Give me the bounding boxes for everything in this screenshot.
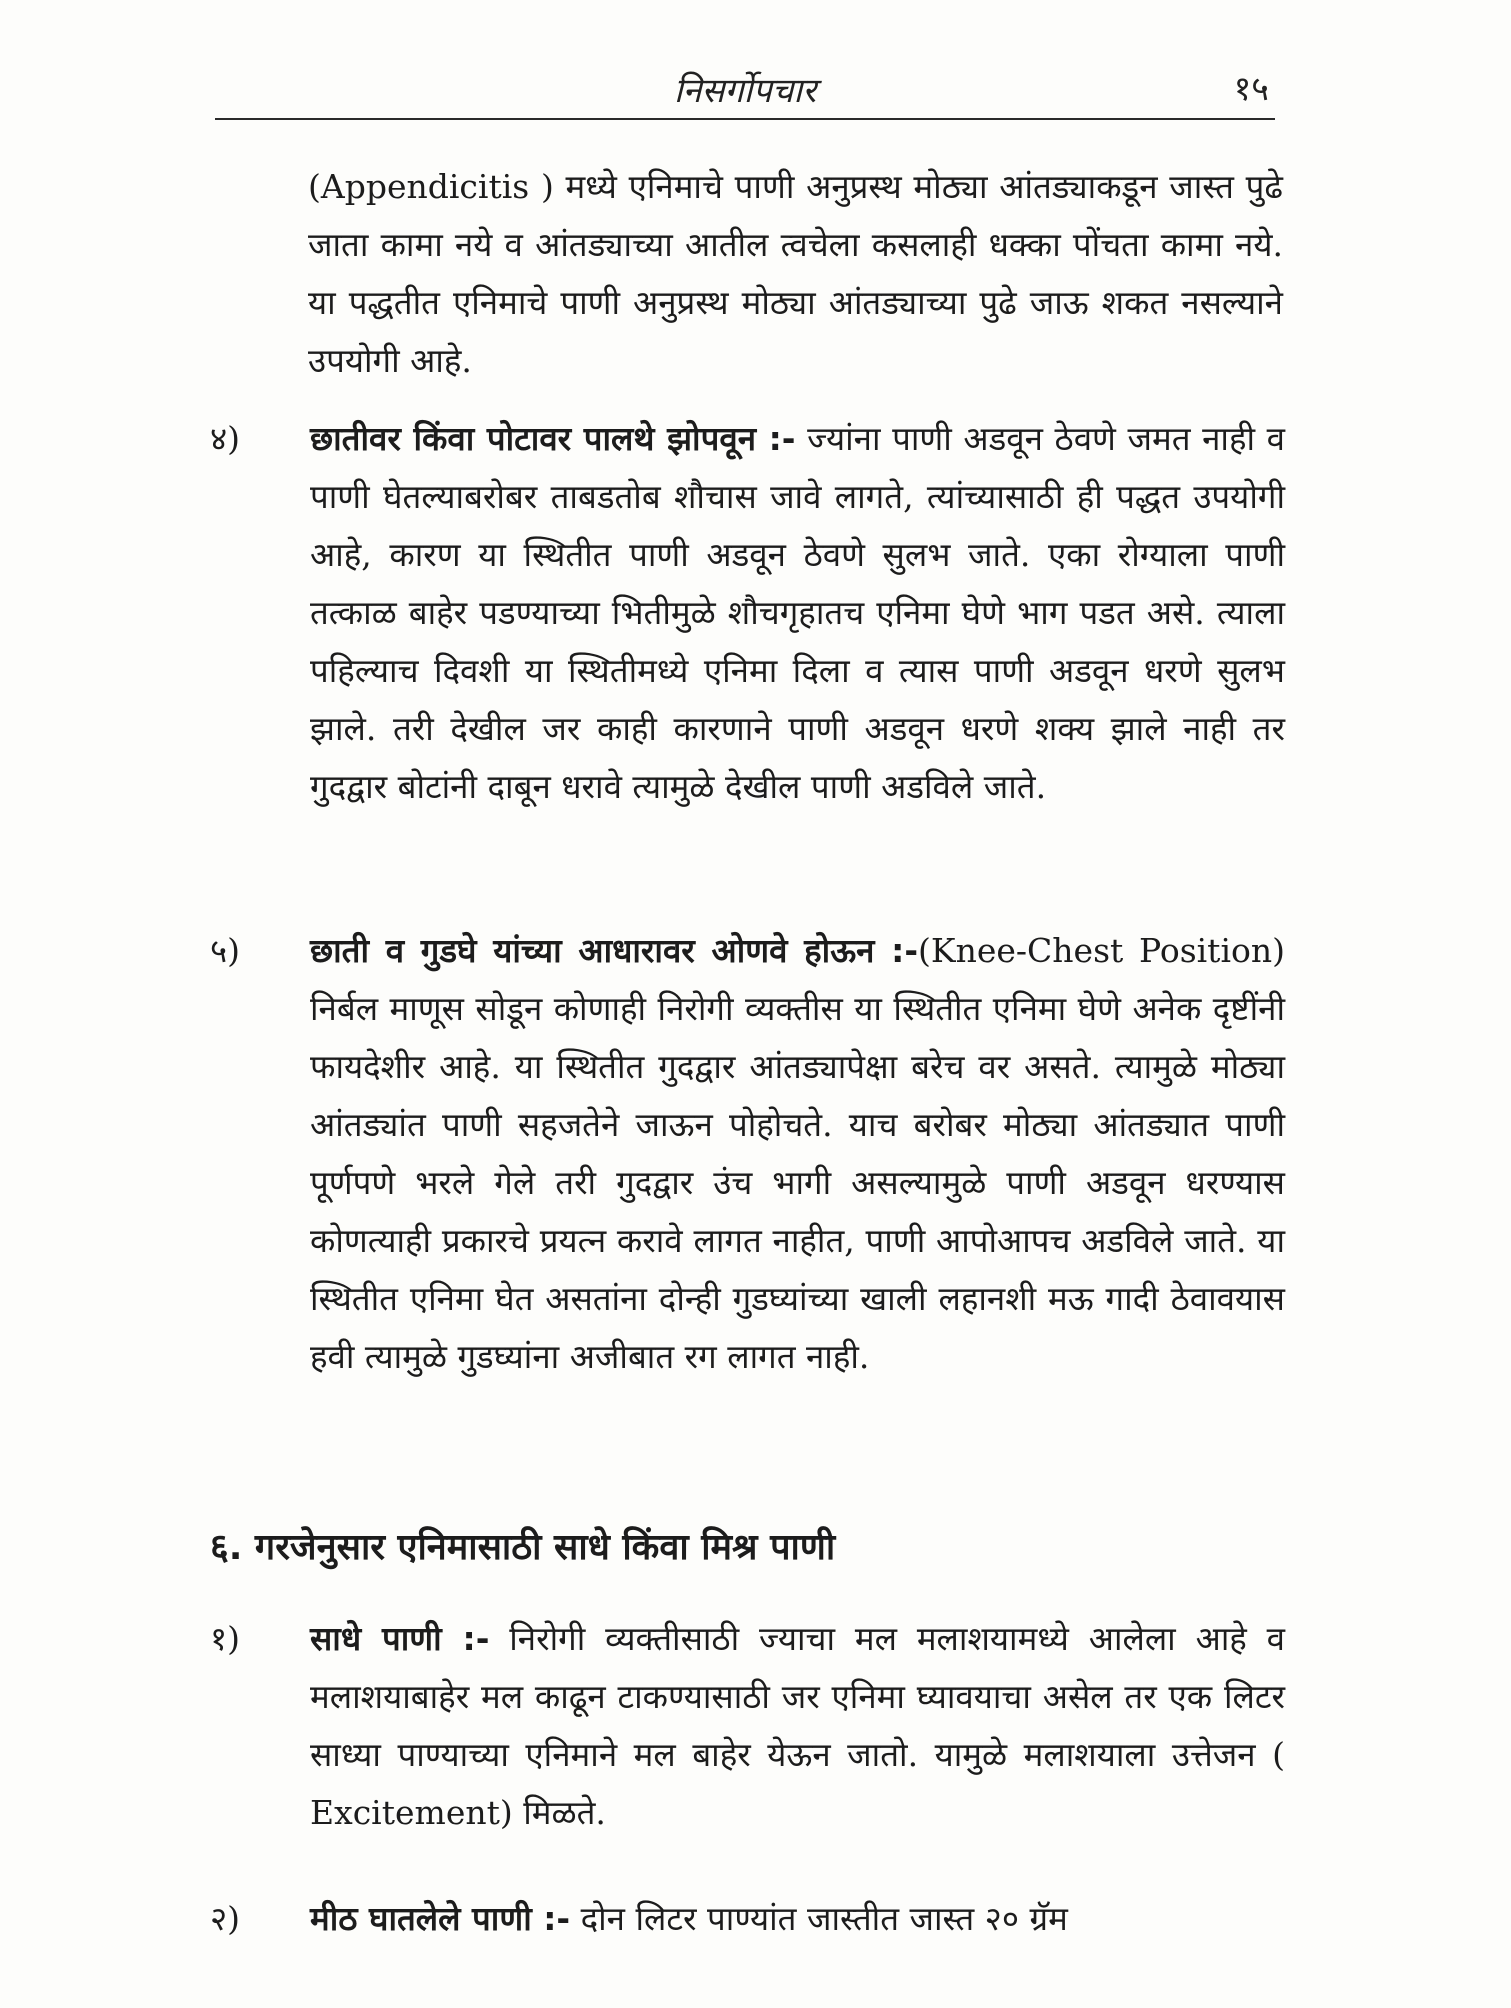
- running-header: [215, 62, 1275, 120]
- item-text: (Knee-Chest Position) निर्बल माणूस सोडून कोणाही निरोगी व्यक्तीस या स्थितीत एनिमा घेणे अनेक दृष्टींनी फायदेशीर आहे. या स्थितीत गुदद्वार आंतड्यापेक्षा बरेच वर असते. त्यामुळे मोठ्या आंतड्यांत पाणी सहजतेने जाऊन पोहोचते. याच बरोबर मोठ्या आंतड्यात पाणी पूर्णपणे भरले गेले तरी गुदद्वार उंच भागी असल्यामुळे पाणी अडवून धरण्यास कोणत्याही प्रकारचे प्रयत्न करावे लागत नाहीत, पाणी आपोआपच अडविले जाते. या स्थितीत एनिमा घेत असतांना दोन्ही गुडघ्यांच्या खाली लहानशी मऊ गादी ठेवावयास हवी त्यामुळे गुडघ्यांना अजीबात रग लागत नाही.: [310, 931, 1285, 1376]
- item-number: १): [210, 1619, 241, 1658]
- item-body: [310, 922, 1285, 1386]
- item-text: दोन लिटर पाण्यांत जास्तीत जास्त २० ग्रॅम: [570, 1899, 1068, 1938]
- item-heading: छाती व गुडघे यांच्या आधारावर ओणवे होऊन :-: [310, 931, 919, 970]
- list-item: [210, 922, 1290, 1452]
- item-text: निरोगी व्यक्तीसाठी ज्याचा मल मलाशयामध्ये आलेला आहे व मलाशयाबाहेर मल काढून टाकण्यासाठी जर एनिमा घ्यावयाचा असेल तर एक लिटर साध्या पाण्याच्या एनिमाने मल बाहेर येऊन जातो. यामुळे मलाशयाला उत्तेजन ( Excitement) मिळते.: [310, 1619, 1285, 1832]
- section-heading: ६. गरजेनुसार एनिमासाठी साधे किंवा मिश्र पाणी: [210, 1527, 836, 1568]
- running-title: निसर्गोपचार: [673, 71, 817, 111]
- page-number: १५: [1233, 69, 1269, 109]
- item-body: [310, 410, 1285, 816]
- item-text: ज्यांना पाणी अडवून ठेवणे जमत नाही व पाणी घेतल्याबरोबर ताबडतोब शौचास जावे लागते, त्यांच्यासाठी ही पद्धत उपयोगी आहे, कारण या स्थितीत पाणी अडवून ठेवणे सुलभ जाते. एका रोग्याला पाणी तत्काळ बाहेर पडण्याच्या भितीमुळे शौचगृहातच एनिमा घेणे भाग पडत असे. त्याला पहिल्याच दिवशी या स्थितीमध्ये एनिमा दिला व त्यास पाणी अडवून धरणे सुलभ झाले. तरी देखील जर काही कारणाने पाणी अडवून धरणे शक्य झाले नाही तर गुदद्वार बोटांनी दाबून धरावे त्यामुळे देखील पाणी अडविले जाते.: [310, 419, 1285, 806]
- list-item: [210, 1610, 1290, 1850]
- list-item: [210, 410, 1290, 880]
- item-number: ५): [210, 931, 241, 970]
- list-item: [210, 1890, 1290, 1960]
- item-heading: मीठ घातलेले पाणी :-: [310, 1899, 571, 1938]
- item-body: [310, 1890, 1285, 1948]
- item-body: [310, 1610, 1285, 1842]
- intro-paragraph: (Appendicitis ) मध्ये एनिमाचे पाणी अनुप्रस्थ मोठ्या आंतड्याकडून जास्त पुढे जाता कामा नये व आंतड्याच्या आतील त्वचेला कसलाही धक्का पोंचता कामा नये. या पद्धतीत एनिमाचे पाणी अनुप्रस्थ मोठ्या आंतड्याच्या पुढे जाऊ शकत नसल्याने उपयोगी आहे.: [308, 167, 1283, 380]
- item-heading: साधे पाणी :-: [310, 1619, 490, 1658]
- item-heading: छातीवर किंवा पोटावर पालथे झोपवून :-: [310, 419, 796, 458]
- item-number: ४): [210, 419, 241, 458]
- item-number: २): [210, 1899, 241, 1938]
